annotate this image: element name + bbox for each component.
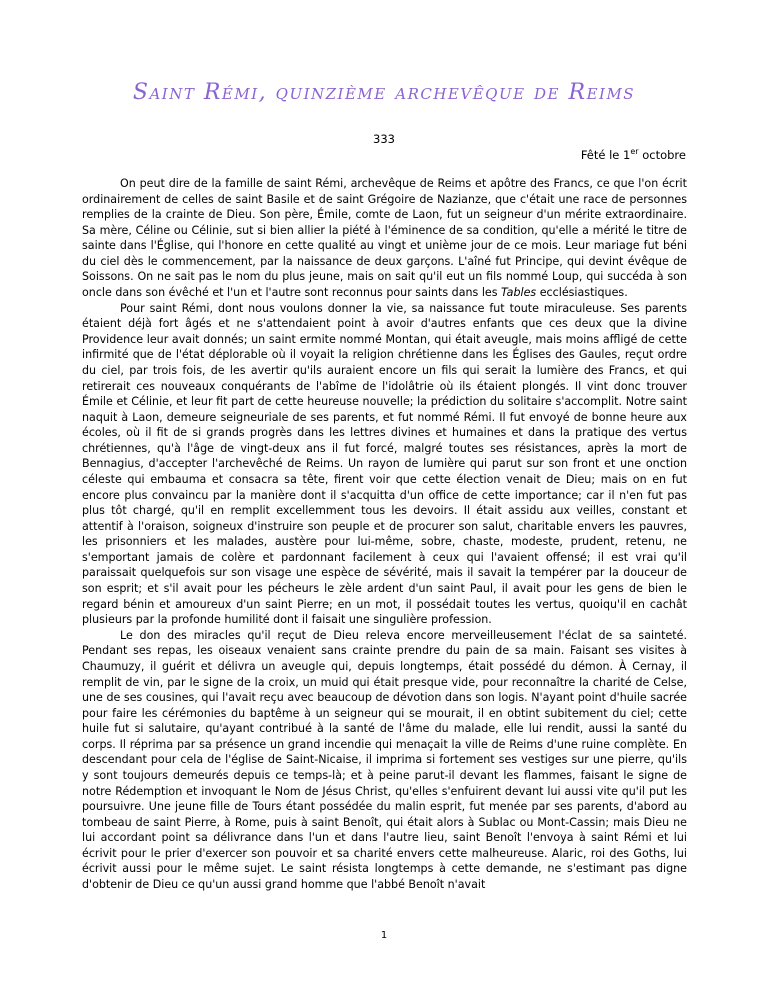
paragraph-1-text: On peut dire de la famille de saint Rémi, archevêque de Reims et apôtre des Francs, ce que l'on écrit ordinairement de celles de saint Basile et de saint Grégoire de Nazianze, que c'était une race de personnes remplies de la crainte de Dieu. Son père, Émile, comte de Laon, fut un seigneur d'un mérite extraordinaire. Sa mère, Céline ou Célinie, sut si bien allier la piété à l'éminence de sa condition, qu'elle a mérité le titre de sainte dans l'Église, qui l'honore en cette qualité au vingt et unième jour de ce mois. Leur mariage fut béni du ciel dès le commencement, par la naissance de deux garçons. L'aîné fut Principe, qui devint évêque de Soissons. On ne sait pas le nom du plus jeune, mais on sait qu'il eut un fils nommé Loup, qui succéda à son oncle dans son évêché et l'un et l'autre sont reconnus pour saints dans les (82, 177, 687, 300)
paragraph-1-end: ecclésiastiques. (536, 286, 628, 300)
feast-date (581, 147, 686, 162)
document-title: Saint Rémi, quinzième archevêque de Reims (132, 80, 636, 105)
feast-suffix: octobre (638, 147, 686, 162)
feast-superscript: er (630, 147, 639, 156)
body-text (82, 176, 687, 893)
paragraph-2: Pour saint Rémi, dont nous voulons donner la vie, sa naissance fut toute miraculeuse. Ses parents étaient déjà fort âgés et ne s'attendaient point à avoir d'autres enfants que ces deux que la divine Providence leur avait donnés; un saint ermite nommé Montan, qui était aveugle, mais moins affligé de cette infirmité que de l'état déplorable où il voyait la religion chrétienne dans les Églises des Gaules, reçut ordre du ciel, par trois fois, de les avertir qu'ils auraient encore un fils qui serait la lumière des Francs, et qui retirerait ces nouveaux conquérants de l'abîme de l'idolâtrie où ils étaient plongés. Il vint donc trouver Émile et Célinie, et leur fit part de cette heureuse nouvelle; la prédiction du solitaire s'accomplit. Notre saint naquit à Laon, demeure seigneuriale de ses parents, et fut nommé Rémi. Il fut envoyé de bonne heure aux écoles, où il fit de si grands progrès dans les lettres divines et humaines et dans la pratique des vertus chrétiennes, qu'à l'âge de vingt-deux ans il fut forcé, malgré toutes ses résistances, après la mort de Bennagius, d'accepter l'archevêché de Reims. Un rayon de lumière qui parut sur son front et une onction céleste qui embauma et consacra sa tête, firent voir que cette élection venait de Dieu; mais on en fut encore plus convaincu par la manière dont il s'acquitta d'un office de cette importance; car il n'en fut pas plus tôt chargé, qu'il en remplit excellemment tous les devoirs. Il était assidu aux veilles, constant et attentif à l'oraison, soigneux d'instruire son peuple et de procurer son salut, charitable envers les pauvres, les prisonniers et les malades, austère pour lui-même, sobre, chaste, modeste, prudent, retenu, ne s'emportant jamais de colère et pardonnant facilement à ceux qui l'avaient offensé; il est vrai qu'il paraissait quelquefois sur son visage une espèce de sévérité, mais il savait la tempérer par la douceur de son esprit; et s'il avait pour les pécheurs le zèle ardent d'un saint Paul, il avait pour les gens de bien le regard bénin et amoureux d'un saint Pierre; en un mot, il possédait toutes les vertus, quoiqu'il en cachât plusieurs par la profonde humilité dont il faisait une singulière profession. (82, 301, 687, 627)
paragraph-3: Le don des miracles qu'il reçut de Dieu releva encore merveilleusement l'éclat de sa sainteté. Pendant ses repas, les oiseaux venaient sans crainte prendre du pain de sa main. Faisant ses visites à Chaumuzy, il guérit et délivra un aveugle qui, depuis longtemps, était possédé du démon. À Cernay, il remplit de vin, par le signe de la croix, un muid qui était presque vide, pour reconnaître la charité de Celse, une de ses cousines, qui l'avait reçu avec beaucoup de dévotion dans son logis. N'ayant point d'huile sacrée pour faire les cérémonies du baptême à un seigneur qui se mourait, il en obtint subitement du ciel; cette huile fut si salutaire, qu'ayant contribué à la santé de l'âme du malade, elle lui rendit, aussi la santé du corps. Il réprima par sa présence un grand incendie qui menaçait la ville de Reims d'une ruine complète. En descendant pour cela de l'église de Saint-Nicaise, il imprima si fortement ses vestiges sur une pierre, qu'ils y sont toujours demeurés depuis ce temps-là; et à peine parut-il devant les flammes, faisant le signe de notre Rédemption et invoquant le Nom de Jésus Christ, qu'elles s'enfuirent devant lui aussi vite qu'il put les poursuivre. Une jeune fille de Tours étant possédée du malin esprit, fut menée par ses parents, d'abord au tombeau de saint Pierre, à Rome, puis à saint Benoît, qui était alors à Sublac ou Mont-Cassin; mais Dieu ne lui accordant point sa délivrance dans l'un et dans l'autre lieu, saint Benoît l'envoya à saint Rémi et lui écrivit pour le prier d'exercer son pouvoir et sa charité envers cette malheureuse. Alaric, roi des Goths, lui écrivit aussi pour le même sujet. Le saint résista longtemps à cette demande, ne s'estimant pas digne d'obtenir de Dieu ce qu'un aussi grand homme que l'abbé Benoît n'avait (82, 628, 687, 892)
page-number: 1 (380, 930, 388, 941)
year-line: 333 (373, 132, 395, 146)
tables-italic: Tables (501, 286, 537, 300)
feast-prefix: Fêté le 1 (580, 147, 631, 162)
paragraph-1 (82, 176, 687, 301)
